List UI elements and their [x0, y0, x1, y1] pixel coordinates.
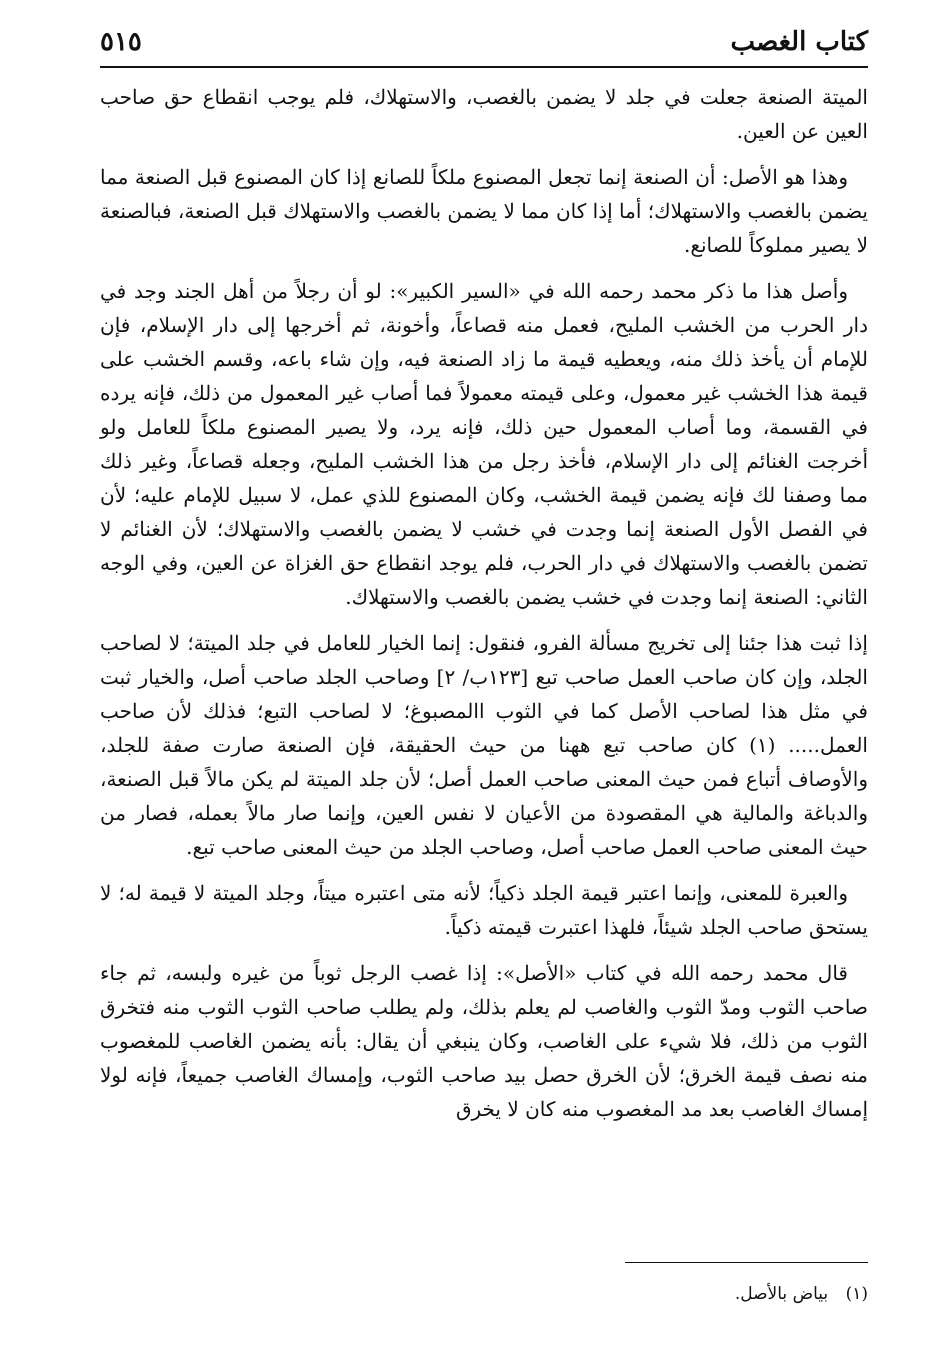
main-text: [100, 80, 868, 1138]
footnote-rule: [625, 1262, 868, 1263]
paragraph-1: الميتة الصنعة جعلت في جلد لا يضمن بالغصب، والاستهلاك، فلم يوجب انقطاع حق صاحب العين عن العين.: [100, 85, 868, 143]
paragraph-2: وهذا هو الأصل: أن الصنعة إنما تجعل المصنوع ملكاً للصانع إذا كان المصنوع قبل الصنعة مما يضمن بالغصب والاستهلاك؛ أما إذا كان مما لا يضمن بالغصب والاستهلاك قبل الصنعة، فبالصنعة لا يصير مملوكاً للصانع.: [100, 165, 868, 257]
paragraph-5: والعبرة للمعنى، وإنما اعتبر قيمة الجلد ذكياً؛ لأنه متى اعتبره ميتاً، وجلد الميتة لا قيمة له؛ لا يستحق صاحب الجلد شيئاً، فلهذا اعتبرت قيمته ذكياً.: [100, 881, 868, 939]
header-rule: [100, 66, 868, 68]
footnote-text: بياض بالأصل.: [734, 1284, 829, 1304]
running-title: كتاب الغصب: [730, 27, 868, 57]
paragraph-4: إذا ثبت هذا جئنا إلى تخريج مسألة الفرو، فنقول: إنما الخيار للعامل في جلد الميتة؛ لا لصاحب الجلد، وإن كان صاحب العمل صاحب تبع [١٢٣ب/ ٢] وصاحب الجلد صاحب أصل، والخيار ثبت في مثل هذا لصاحب الأصل كما في الثوب االمصبوغ؛ لا لصاحب التبع؛ فذلك لأن صاحب العمل..... (١) كان صاحب تبع ههنا من حيث الحقيقة، فإن الصنعة صارت صفة للجلد، والأوصاف أتباع فمن حيث المعنى صاحب العمل أصل؛ لأن جلد الميتة لم يكن مالاً قبل الصنعة، والدباغة والمالية هي المقصودة من الأعيان لا نفس العين، وإنما صار مالاً بعمله، فصار من حيث المعنى صاحب العمل صاحب أصل، وصاحب الجلد من حيث المعنى صاحب تبع.: [100, 631, 868, 859]
paragraph-6: قال محمد رحمه الله في كتاب «الأصل»: إذا غصب الرجل ثوباً من غيره ولبسه، ثم جاء صاحب الثوب ومدّ الثوب والغاصب لم يعلم بذلك، ولم يطلب صاحب الثوب الثوب منه فتخرق الثوب من ذلك، فلا شيء على الغاصب، وكان ينبغي أن يقال: بأنه يضمن الغاصب للمغصوب منه نصف قيمة الخرق؛ لأن الخرق حصل بيد صاحب الثوب، وإمساك الغاصب جميعاً، فإنه لولا إمساك الغاصب بعد مد المغصوب منه كان لا يخرق: [100, 961, 868, 1121]
footnote-marker: (١): [845, 1284, 868, 1304]
paragraph-3: وأصل هذا ما ذكر محمد رحمه الله في «السير الكبير»: لو أن رجلاً من أهل الجند وجد في دار الحرب من الخشب المليح، فعمل منه قصاعاً، وأخونة، ثم أخرجها إلى دار الإسلام، فإن للإمام أن يأخذ ذلك منه، ويعطيه قيمة ما زاد الصنعة فيه، وإن شاء باعه، وقسم الخشب على قيمة هذا الخشب غير معمول، وعلى قيمته معمولاً فما أصاب غير المعمول من ذلك، فإنه يرده في القسمة، وما أصاب المعمول حين ذلك، فإنه يرد، ولا يصير المصنوع ملكاً للعامل ولو أخرجت الغنائم إلى دار الإسلام، فأخذ رجل من هذا الخشب المليح، وجعله قصاعاً، وغير ذلك مما وصفنا لك فإنه يضمن قيمة الخشب، وكان المصنوع للذي عمل، لا سبيل للإمام عليه؛ لأن في الفصل الأول الصنعة إنما وجدت في خشب لا يضمن بالغصب والاستهلاك؛ لأن الغنائم لا تضمن بالغصب والاستهلاك في دار الحرب، فلم يوجد انقطاع حق الغزاة عن العين، وفي الوجه الثاني: الصنعة إنما وجدت في خشب يضمن بالغصب والاستهلاك.: [100, 279, 868, 609]
page-number: ٥١٥: [100, 27, 142, 57]
footnote: [100, 1280, 868, 1308]
page-header: [100, 22, 868, 62]
